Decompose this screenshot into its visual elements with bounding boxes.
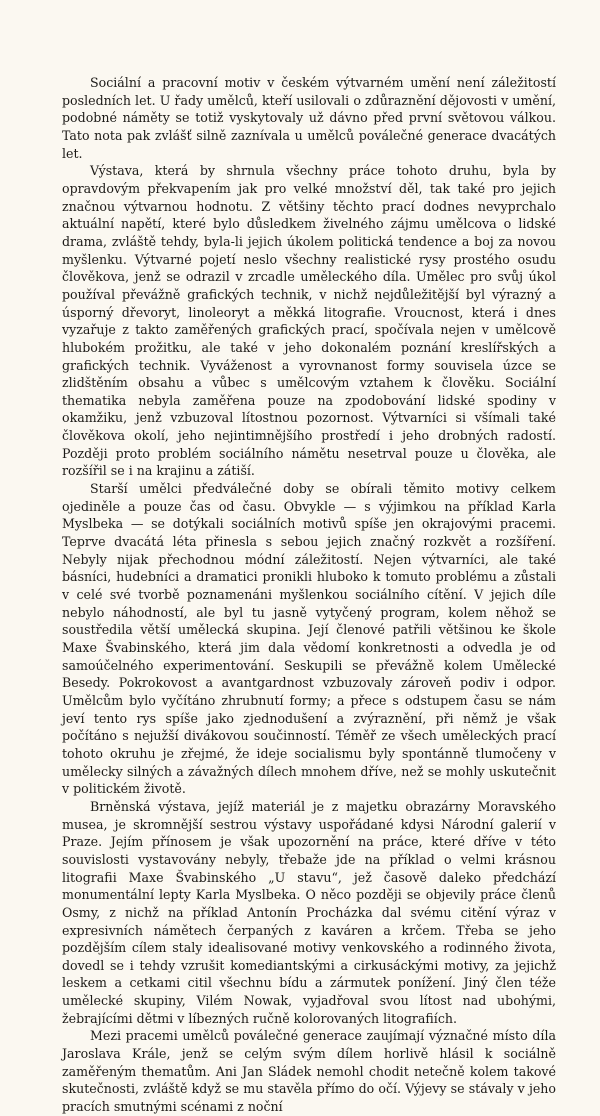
paragraph-3: Starší umělci předválečné doby se obírali těmito motivy celkem ojediněle a pouze čas od času. Obvykle — s výjimkou na příklad Karla Myslbeka — se dotýkali sociálních motivů spíše jen okrajovými pracemi. Teprve dvacátá léta přinesla s sebou jejich značný rozkvět a rozšíření. Nebyly nijak přechodnou módní záležitostí. Nejen výtvarníci, ale také básníci, hudebníci a dramatici pronikli hluboko k tomuto problému a zůstali v celé své tvorbě poznamenáni myšlenkou sociálního cítění. V jejich díle nebylo náhodností, ale byl tu jasně vytyčený program, kolem něhož se soustředila větší umělecká skupina. Její členové patřili většinou ke škole Maxe Švabinského, která jim dala vědomí konkretnosti a odvedla je od samoúčelného experimentování. Seskupili se převážně kolem Umělecké Besedy. Pokrokovost a avantgardnost vzbuzovaly zároveň podiv i odpor. Umělcům bylo vyčítáno zhrubnutí formy; a přece s odstupem času se nám jeví tento rys spíše jako zjednodušení a zvýraznění, při němž je však počítáno s nejužší divákovou součinností. Téměř ze všech uměleckých prací tohoto okruhu je zřejmé, že ideje socialismu byly spontánně tlumočeny v umělecky silných a závažných dílech mnohem dříve, než se mohly uskutečnit v politickém životě. [62,481,556,797]
body-text [62,74,556,1116]
paragraph-1: Sociální a pracovní motiv v českém výtvarném umění není záležitostí posledních let. U řady umělců, kteří usilovali o zdůraznění dějovosti v umění, podobné náměty se totiž vyskytovaly už dávno před první světovou válkou. Tato nota pak zvlášť silně zaznívala u umělců poválečné generace dvacátých let. [62,75,556,161]
paragraph-4: Brněnská výstava, jejíž materiál je z majetku obrazárny Moravského musea, je skromnější sestrou výstavy uspořádané kdysi Národní galerií v Praze. Jejím přínosem je však upozornění na práce, které dříve v této souvislosti vystavovány nebyly, třebaže jde na příklad o velmi krásnou litografii Maxe Švabinského „U stavu“, jež časově daleko předchází monumentální lepty Karla Myslbeka. O něco později se objevily práce členů Osmy, z nichž na příklad Antonín Procházka dal svému citění výraz v expresivních námětech čerpaných z kaváren a krčem. Třeba se jeho pozdějším cílem staly idealisované motivy venkovského a rodinného života, dovedl se i tehdy vzrušit komediantskými a cirkusáckými motivy, za jejichž leskem a cetkami citil všechnu bídu a zármutek ponížení. Jiný člen téže umělecké skupiny, Vilém Nowak, vyjadřoval svou lítost nad ubohými, žebrajícími dětmi v líbezných ručně kolorovaných litografiích. [62,798,556,1026]
paragraph-2: Výstava, která by shrnula všechny práce tohoto druhu, byla by opravdovým překvapením jak pro velké množství děl, tak také pro jejich značnou výtvarnou hodnotu. Z většiny těchto prací dodnes nevyprchalo aktuální napětí, které bylo důsledkem živelného zájmu umělcova o lidské drama, zvláště tehdy, byla-li jejich úkolem politická tendence a boj za novou myšlenku. Výtvarné pojetí neslo všechny realistické rysy prostého osudu člověkova, jenž se odrazil v zrcadle uměleckého díla. Umělec pro svůj úkol používal převážně grafických technik, v nichž nejdůležitější byl výrazný a úsporný dřevoryt, linoleoryt a měkká litografie. Vroucnost, která i dnes vyzařuje z takto zaměřených grafických prací, spočívala nejen v umělcově hlubokém prožitku, ale také v jeho dokonalém poznání kreslířských a grafických technik. Vyváženost a vyrovnanost formy souvisela úzce se zlidštěním obsahu a vůbec s umělcovým vztahem k člověku. Sociální thematika nebyla zaměřena pouze na zpodobování lidské spodiny v okamžiku, jenž vzbuzoval lítostnou pozornost. Výtvarníci si všímali také člověkova okolí, jeho nejintimnějšího prostředí i jeho drobných radostí. Později proto problém sociálního námětu nesetrval pouze u člověka, ale rozšířil se i na krajinu a zátiší. [62,163,556,479]
paragraph-5: Mezi pracemi umělců poválečné generace zaujímají význačné místo díla Jaroslava Krále, jenž se celým svým dílem horlivě hlásil k sociálně zaměřeným thematům. Ani Jan Sládek nemohl chodit netečně kolem takové skutečnosti, zvláště když se mu stavěla přímo do očí. Výjevy se stávaly v jeho pracích smutnými scénami z noční [62,1028,556,1115]
